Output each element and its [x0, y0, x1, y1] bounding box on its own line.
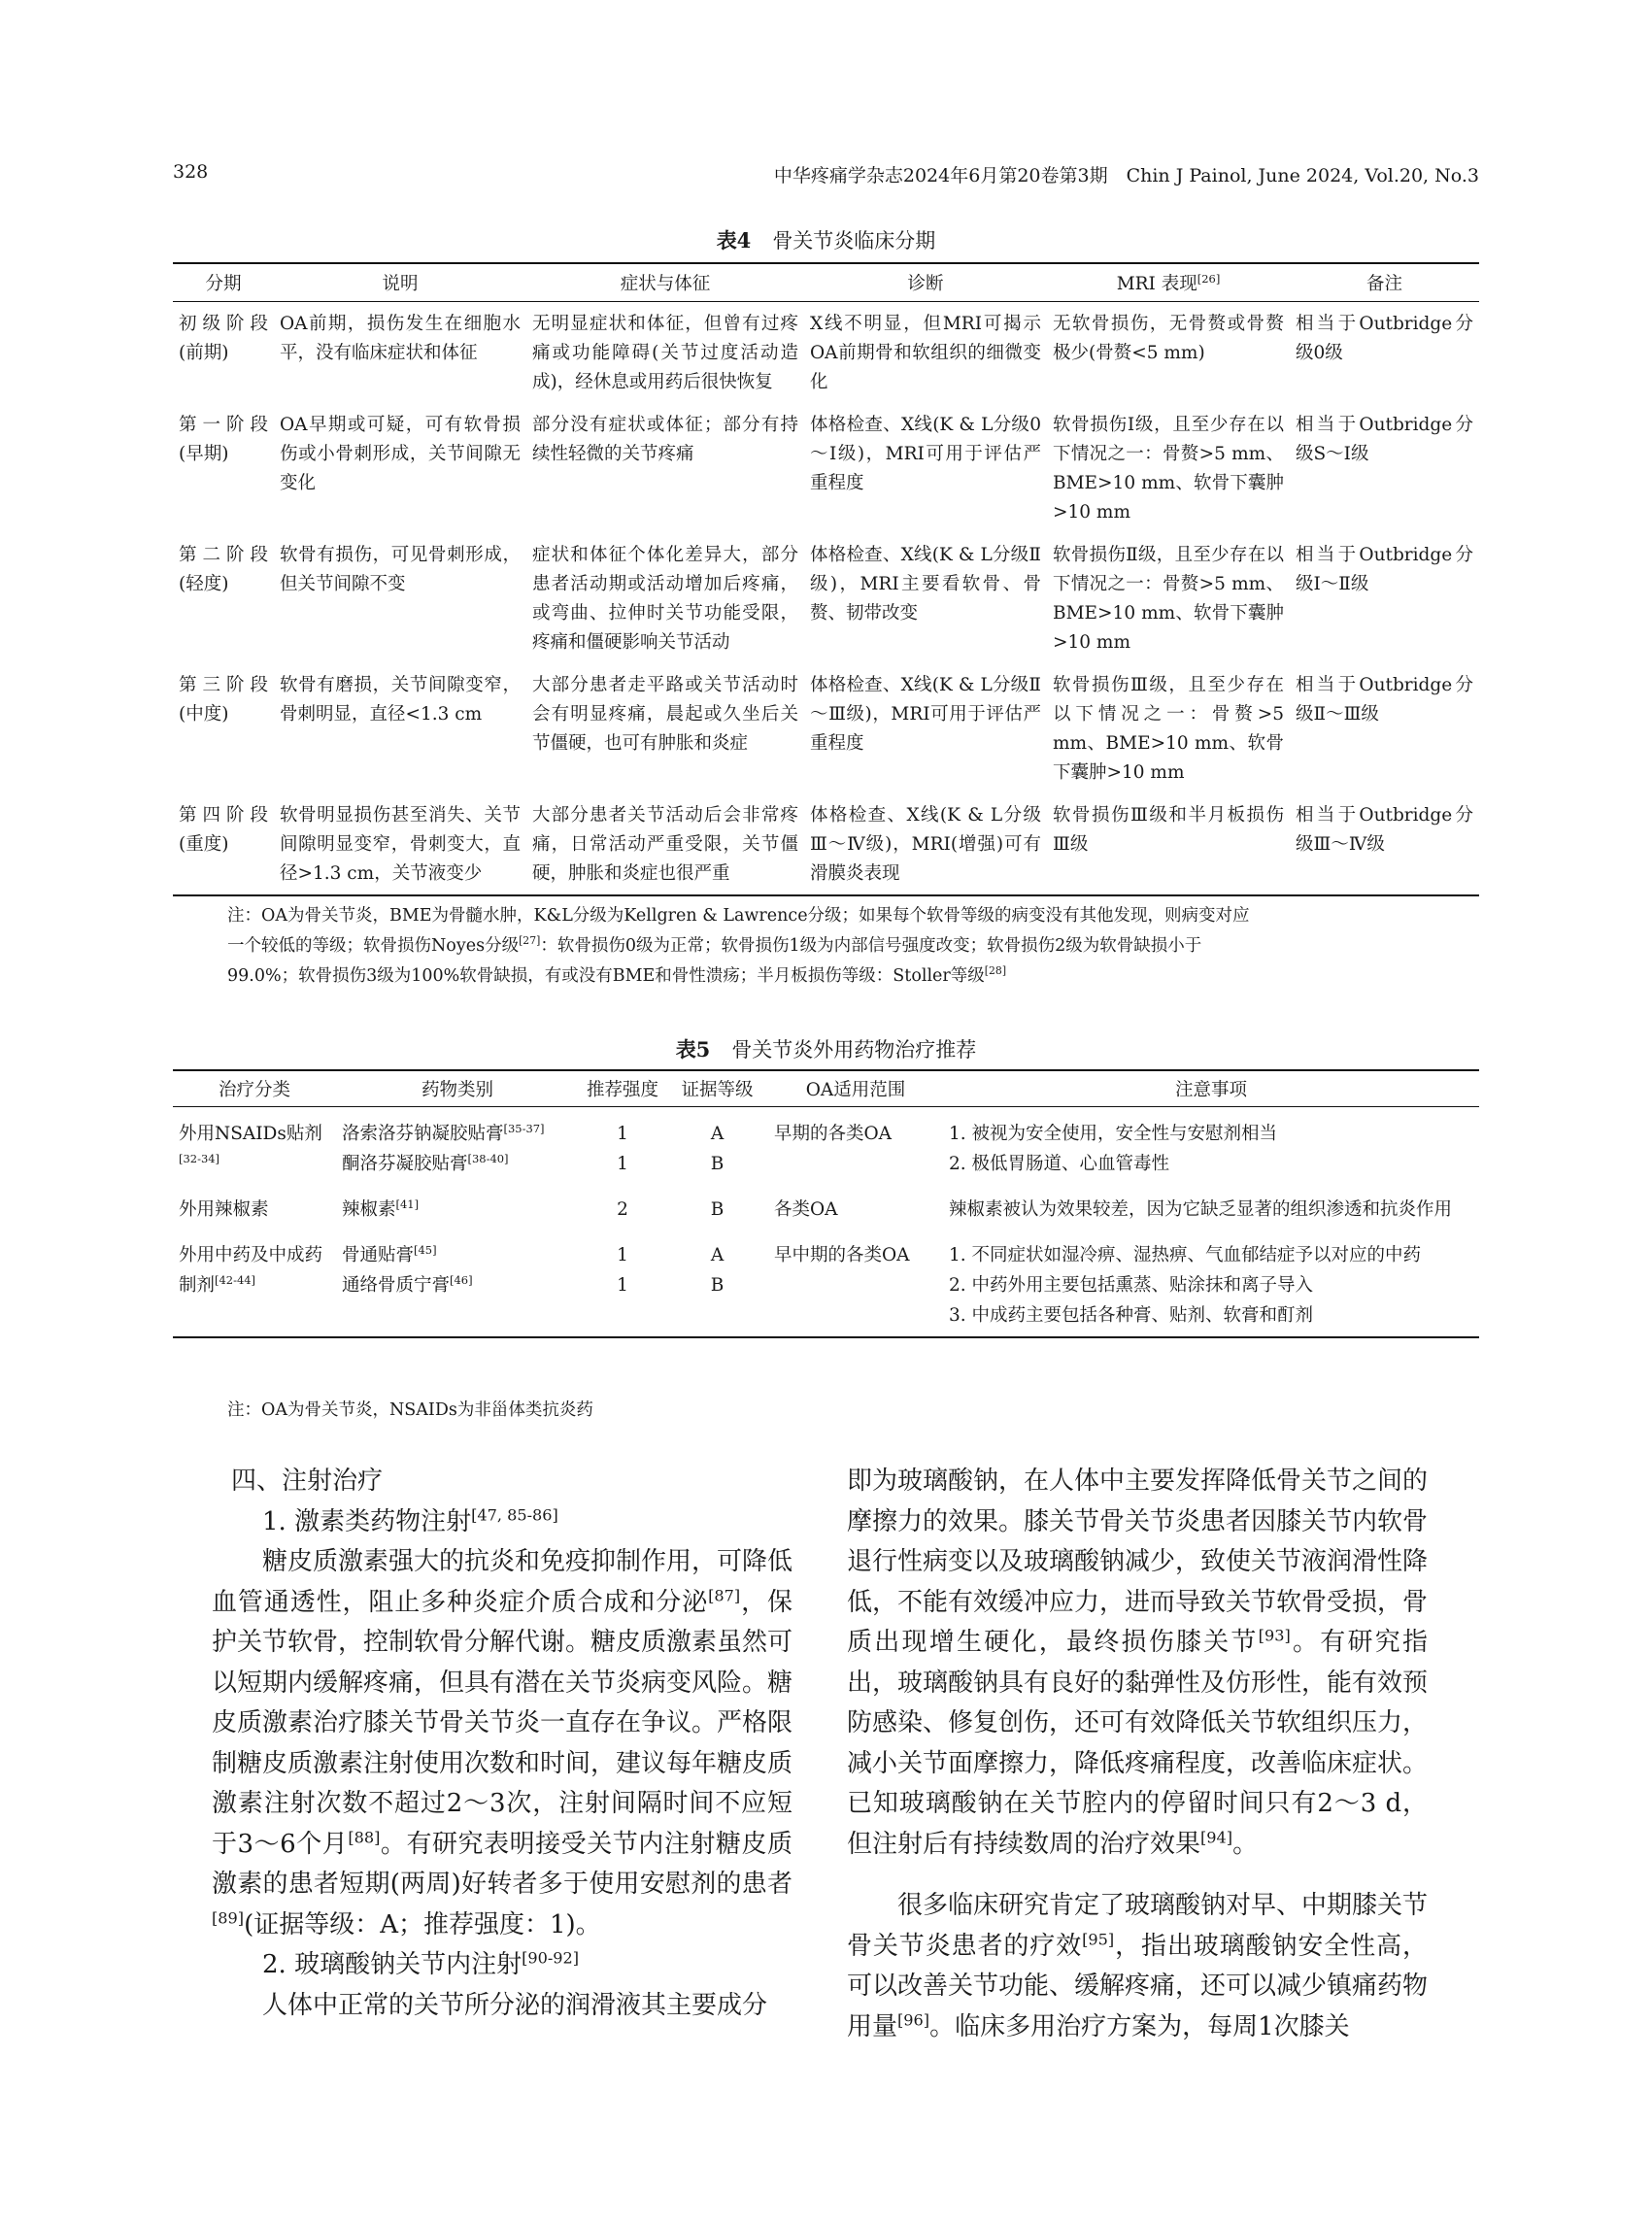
table-row: [173, 1240, 1479, 1337]
citation: [38-40]: [467, 1151, 509, 1165]
table5-header-row: [173, 1070, 1479, 1107]
citation: [46]: [450, 1272, 473, 1287]
table4-header-cell-mri: [1047, 263, 1290, 302]
category-cell: [173, 1107, 336, 1196]
footnote-text: 99.0%；软骨损伤3级为100%软骨缺损，有或没有BME和骨性溃疡；半月板损伤等级：Stoller等级: [227, 966, 985, 986]
table4-number: 表4: [716, 228, 752, 253]
footnote-text: ：软骨损伤0级为正常；软骨损伤1级为内部信号强度改变；软骨损伤2级为软骨缺损小于: [540, 936, 1202, 956]
stage-cell: 初级阶段(前期): [179, 314, 268, 363]
description-cell: 软骨有磨损，关节间隙变窄，骨刺明显，直径<1.3 cm: [280, 675, 521, 725]
table5-caption: 骨关节炎外用药物治疗推荐: [731, 1038, 977, 1062]
diagnosis-cell: 体格检查、X线(K & L分级Ⅲ～Ⅳ级)，MRI(增强)可有滑膜炎表现: [804, 793, 1047, 895]
text-run: (证据等级：A；推荐强度：1)。: [244, 1909, 601, 1939]
category-label: 外用中药及中成药制剂: [179, 1245, 323, 1296]
table4-header-cell: 备注: [1290, 263, 1479, 302]
text-run: 即为玻璃酸钠，在人体中主要发挥降低骨关节之间的摩擦力的效果。膝关节骨关节炎患者因膝关节内软骨退行性病变以及玻璃酸钠减少，致使关节液润滑性降低，不能有效缓冲应力，进而导致关节软骨受损，骨质出现增生硬化，最终损伤膝关节: [847, 1466, 1429, 1657]
citation: [42-44]: [215, 1272, 256, 1287]
note-item: 1. 被视为安全使用，安全性与安慰剂相当: [949, 1124, 1278, 1144]
text-run: 。有研究指出，玻璃酸钠具有良好的黏弹性及仿形性，能有效预防感染、修复创伤，还可有效降低关节软组织压力，减小关节面摩擦力，降低疼痛程度，改善临床症状。已知玻璃酸钠在关节腔内的停留时间只有2～3 d，但注射后有持续数周的治疗效果: [847, 1628, 1429, 1859]
drug-name: 洛索洛芬钠凝胶贴膏: [342, 1124, 504, 1144]
symptoms-cell: 部分没有症状或体征；部分有持续性轻微的关节疼痛: [532, 415, 798, 464]
citation: [89]: [212, 1907, 245, 1927]
citation: [35-37]: [503, 1121, 545, 1135]
drug-name: 酮洛芬凝胶贴膏: [342, 1154, 468, 1174]
section-heading: 四、注射治疗: [231, 1466, 384, 1496]
footnote-text: 一个较低的等级；软骨损伤Noyes分级: [227, 936, 520, 956]
footnote-line: [173, 961, 1479, 992]
evidence-cell: [666, 1240, 768, 1337]
evidence-cell: [666, 1107, 768, 1196]
drug-item: [342, 1270, 573, 1300]
text-run: 。有研究表明接受关节内注射糖皮质激素的患者短期(两周)好转者多于使用安慰剂的患者: [212, 1829, 792, 1899]
symptoms-cell: 症状和体征个体化差异大，部分患者活动期或活动增加后疼痛，或弯曲、拉伸时关节功能受限，疼痛和僵硬影响关节活动: [532, 545, 798, 653]
paragraph: [847, 1462, 1428, 1865]
notes-cell: [943, 1107, 1479, 1196]
table4-title: [173, 225, 1479, 254]
category-label: 外用NSAIDs贴剂: [179, 1124, 322, 1144]
scope-cell: 各类OA: [774, 1199, 838, 1220]
table5-header-cell: 治疗分类: [173, 1070, 336, 1107]
paragraph: [847, 1886, 1428, 2047]
notes-cell: [943, 1240, 1479, 1337]
table4-footnote: [173, 901, 1479, 992]
remark-cell: 相当于Outbridge分级Ⅱ～Ⅲ级: [1296, 675, 1473, 725]
drug-name: 骨通贴膏: [342, 1245, 415, 1265]
mri-cell: 软骨损伤Ⅱ级，且至少存在以下情况之一：骨赘>5 mm、BME>10 mm、软骨下囊肿>10 mm: [1053, 545, 1284, 653]
page-number: 328: [173, 161, 209, 183]
evidence-value: A: [710, 1124, 725, 1144]
footnote-line: [173, 931, 1479, 961]
table-row: [173, 533, 1479, 663]
citation: [41]: [395, 1197, 420, 1211]
strength-value: 2: [617, 1199, 628, 1220]
remark-cell: 相当于Outbridge分级Ⅲ～Ⅳ级: [1290, 793, 1479, 895]
diagnosis-cell: 体格检查、X线(K & L分级Ⅱ级)，MRI主要看软骨、骨赘、韧带改变: [810, 545, 1041, 624]
evidence-value: B: [710, 1275, 725, 1296]
table-row: [173, 1107, 1479, 1196]
scope-cell: 早期的各类OA: [774, 1124, 893, 1144]
mri-cell: 软骨损伤Ⅰ级，且至少存在以下情况之一：骨赘>5 mm、BME>10 mm、软骨下囊肿>10 mm: [1053, 415, 1284, 523]
stage-cell: 第三阶段(中度): [179, 675, 268, 725]
table5-title: [173, 1034, 1479, 1063]
table-row: [173, 793, 1479, 895]
text-run: ，保护关节软骨，控制软骨分解代谢。糖皮质激素虽然可以短期内缓解疼痛，但具有潜在关节炎病变风险。糖皮质激素治疗膝关节骨关节炎一直存在争议。严格限制糖皮质激素注射使用次数和时间，建议每年糖皮质激素注射次数不超过2～3次，注射间隔时间不应短于3～6个月: [212, 1587, 793, 1859]
drug-cell: [336, 1195, 579, 1240]
paragraph: [212, 1542, 792, 1945]
citation: [27]: [519, 934, 541, 948]
citation: [90-92]: [522, 1948, 580, 1968]
diagnosis-cell: X线不明显，但MRI可揭示OA前期骨和软组织的细微变化: [810, 314, 1041, 392]
citation: [94]: [1200, 1827, 1233, 1846]
strength-cell: [579, 1240, 666, 1337]
body-column-left: [212, 1462, 792, 2026]
table4-header-cell: 说明: [274, 263, 526, 302]
diagnosis-cell: 体格检查、X线(K & L分级Ⅱ～Ⅲ级)，MRI可用于评估严重程度: [810, 675, 1041, 754]
stage-cell: 第一阶段(早期): [179, 415, 268, 464]
symptoms-cell: 无明显症状和体征，但曾有过疼痛或功能障碍(关节过度活动造成)，经休息或用药后很快恢复: [532, 314, 798, 392]
table5-header-cell: OA适用范围: [768, 1070, 943, 1107]
note-item: 2. 极低胃肠道、心血管毒性: [949, 1154, 1170, 1174]
drug-item: [342, 1149, 573, 1179]
table4-header-row: [173, 263, 1479, 302]
table-row: [173, 302, 1479, 404]
citation: [87]: [708, 1585, 741, 1604]
evidence-value: A: [710, 1245, 725, 1265]
diagnosis-cell: 体格检查、X线(K & L分级0～Ⅰ级)，MRI可用于评估严重程度: [810, 415, 1041, 493]
description-cell: 软骨有损伤，可见骨刺形成，但关节间隙不变: [280, 545, 521, 594]
description-cell: 软骨明显损伤甚至消失、关节间隙明显变窄，骨刺变大，直径>1.3 cm，关节液变少: [274, 793, 526, 895]
notes-cell: 辣椒素被认为效果较差，因为它缺乏显著的组织渗透和抗炎作用: [949, 1199, 1453, 1220]
mri-cell: 软骨损伤Ⅲ级和半月板损伤Ⅲ级: [1047, 793, 1290, 895]
strength-value: 1: [617, 1245, 628, 1265]
note-item: 3. 中成药主要包括各种膏、贴剂、软膏和酊剂: [949, 1305, 1314, 1326]
subsection-title: 1. 激素类药物注射: [262, 1506, 472, 1536]
citation: [47, 85-86]: [471, 1504, 558, 1524]
citation: [28]: [984, 964, 1007, 978]
citation: [96]: [897, 2009, 930, 2029]
table5-header-cell: 证据等级: [666, 1070, 768, 1107]
text-run: 。临床多用治疗方案为，每周1次膝关: [929, 2011, 1350, 2041]
drug-item: [342, 1119, 573, 1149]
table5-footnote: [173, 1396, 1479, 1426]
table5-header-cell: 推荐强度: [579, 1070, 666, 1107]
table-row: [173, 663, 1479, 793]
note-item: 1. 不同症状如湿冷痹、湿热痹、气血郁结症予以对应的中药: [949, 1245, 1422, 1265]
mri-cell: 软骨损伤Ⅲ级，且至少存在以下情况之一：骨赘>5 mm、BME>10 mm、软骨下囊肿>10 mm: [1053, 675, 1284, 783]
citation: [95]: [1082, 1929, 1115, 1948]
citation: [45]: [414, 1242, 437, 1257]
text-run: 。: [1232, 1829, 1259, 1859]
evidence-value: B: [710, 1199, 725, 1220]
table-row: [173, 403, 1479, 533]
drug-item: [342, 1240, 573, 1270]
table4-caption: 骨关节炎临床分期: [772, 229, 936, 253]
body-column-right: [847, 1462, 1428, 2047]
text-run: 很多临床研究肯定了玻璃酸钠对早、中期膝关节骨关节炎患者的疗效: [847, 1891, 1429, 1961]
table4: [173, 262, 1479, 896]
strength-value: 1: [617, 1275, 628, 1296]
footnote-line: 注：OA为骨关节炎，NSAIDs为非甾体类抗炎药: [227, 1400, 593, 1420]
table4-header-cell: 诊断: [804, 263, 1047, 302]
table5-header-cell: 注意事项: [943, 1070, 1479, 1107]
remark-cell: 相当于Outbridge分级0级: [1296, 314, 1473, 363]
symptoms-cell: 大部分患者关节活动后会非常疼痛，日常活动严重受限，关节僵硬，肿胀和炎症也很严重: [526, 793, 804, 895]
symptoms-cell: 大部分患者走平路或关节活动时会有明显疼痛，晨起或久坐后关节僵硬，也可有肿胀和炎症: [532, 675, 798, 754]
table4-header-cell: 分期: [173, 263, 274, 302]
description-cell: OA前期，损伤发生在细胞水平，没有临床症状和体征: [280, 314, 521, 363]
journal-info: 中华疼痛学杂志2024年6月第20卷第3期 Chin J Painol, June 2024, Vol.20, No.3: [773, 165, 1479, 186]
category-cell: 外用辣椒素: [179, 1199, 269, 1220]
citation: [26]: [1197, 271, 1221, 286]
footnote-line: 注：OA为骨关节炎，BME为骨髓水肿，K&L分级为Kellgren & Lawrence分级；如果每个软骨等级的病变没有其他发现，则病变对应: [227, 906, 1250, 926]
table4-header-cell: 症状与体征: [526, 263, 804, 302]
table5-header-cell: 药物类别: [336, 1070, 579, 1107]
drug-name: 通络骨质宁膏: [342, 1275, 451, 1296]
citation: [32-34]: [179, 1151, 220, 1165]
citation: [93]: [1258, 1626, 1291, 1645]
strength-value: 1: [617, 1154, 628, 1174]
table5: [173, 1069, 1479, 1338]
subsection-heading: [212, 1502, 792, 1543]
remark-cell: 相当于Outbridge分级S～Ⅰ级: [1296, 415, 1473, 464]
subsection-heading: [212, 1945, 792, 1986]
table-row: [173, 1195, 1479, 1240]
note-item: 2. 中药外用主要包括熏蒸、贴涂抹和离子导入: [949, 1275, 1314, 1296]
mri-header-label: MRI 表现: [1116, 274, 1197, 294]
citation: [88]: [348, 1827, 381, 1846]
drug-cell: [336, 1107, 579, 1196]
text-run: 糖皮质激素强大的抗炎和免疫抑制作用，可降低血管通透性，阻止多种炎症介质合成和分泌: [212, 1547, 793, 1617]
table5-number: 表5: [675, 1037, 711, 1062]
strength-cell: [579, 1107, 666, 1196]
stage-cell: 第二阶段(轻度): [179, 545, 268, 594]
drug-cell: [336, 1240, 579, 1337]
category-cell: [173, 1240, 336, 1337]
scope-cell: 早中期的各类OA: [768, 1240, 943, 1337]
mri-cell: 无软骨损伤，无骨赘或骨赘极少(骨赘<5 mm): [1053, 314, 1284, 363]
remark-cell: 相当于Outbridge分级Ⅰ～Ⅱ级: [1296, 545, 1473, 594]
strength-value: 1: [617, 1124, 628, 1144]
evidence-value: B: [710, 1154, 725, 1174]
drug-name: 辣椒素: [342, 1199, 396, 1220]
paragraph: 人体中正常的关节所分泌的润滑液其主要成分: [262, 1990, 768, 2020]
subsection-title: 2. 玻璃酸钠关节内注射: [262, 1950, 523, 1979]
description-cell: OA早期或可疑，可有软骨损伤或小骨刺形成，关节间隙无变化: [280, 415, 521, 493]
stage-cell: 第四阶段(重度): [173, 793, 274, 895]
text-run: ，指出玻璃酸钠安全性高，可以改善关节功能、缓解疼痛，还可以减少镇痛药物用量: [847, 1931, 1429, 2041]
